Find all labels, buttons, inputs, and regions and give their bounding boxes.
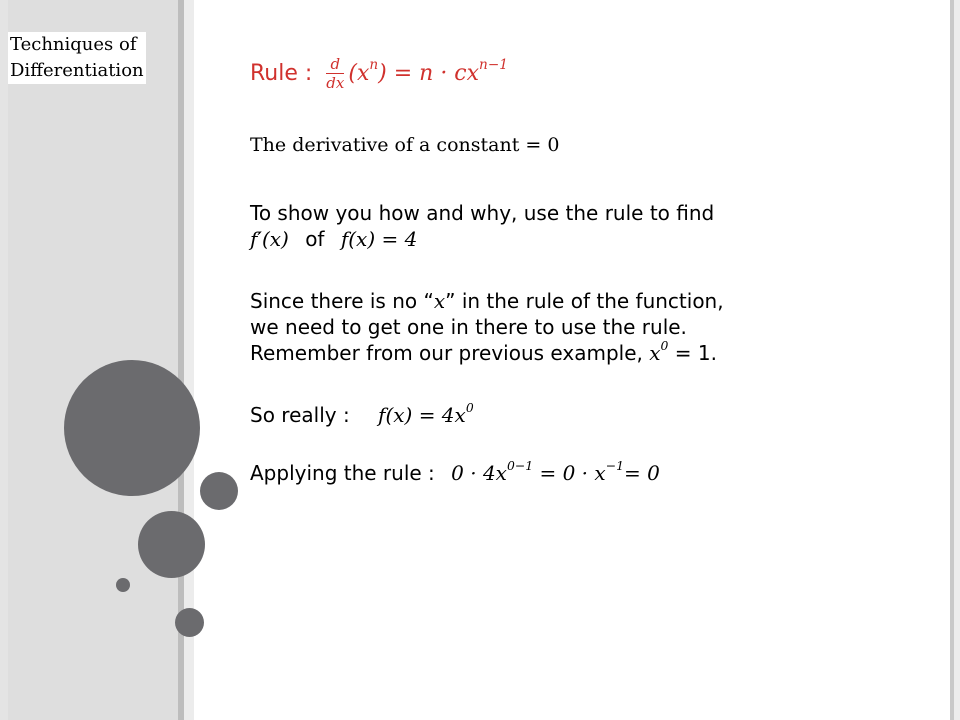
decorative-circle-small-right [200,472,238,510]
decorative-circle-tiny [116,578,130,592]
fraction-denominator: dx [326,73,345,92]
fraction-numerator: d [330,54,341,73]
slide-title: Techniques of Differentiation [8,32,146,84]
of-word: of [305,227,325,251]
intro-line-2 [250,226,714,252]
derivative-fraction [326,55,344,92]
explanation-text [250,288,724,366]
so-really-line [250,402,474,428]
applying-label: Applying the rule : [250,461,435,485]
applying-expression: $0 \cdot 4x^{0-1} = 0 \cdot x^{-1}= 0$ [451,458,660,485]
constant-derivative-statement: The derivative of a constant = 0 [250,134,560,156]
since-line-1: Since there is no “x” in the rule of the function, [250,289,724,313]
rule-formula [250,50,508,96]
stripe-outer-left [0,0,8,720]
f-of-x-expression: f(x) = 4 [340,227,418,251]
since-line-3: Remember from our previous example, $x^0 = 1$. [250,338,717,365]
intro-text [250,200,714,252]
stripe-right-light [954,0,960,720]
so-really-label: So really : [250,403,350,427]
decorative-circle-large [64,360,200,496]
decorative-circle-small-bottom [175,608,204,637]
rule-rhs: $n \cdot cx^{n-1}$ [419,57,508,86]
applying-line [250,460,660,486]
rule-lhs: $(x^n)$ [348,57,387,86]
rule-equals: = [386,60,420,86]
intro-line-1: To show you how and why, use the rule to find [250,201,715,225]
since-line-2: we need to get one in there to use the rule. [250,315,687,339]
f-prime-expression: f′(x) [250,227,289,251]
decorative-circle-medium [138,511,205,578]
rule-label: Rule : [250,60,313,86]
so-really-expression: $f(x) = 4x^0$ [378,400,474,427]
stripe-wide-light [8,0,178,720]
